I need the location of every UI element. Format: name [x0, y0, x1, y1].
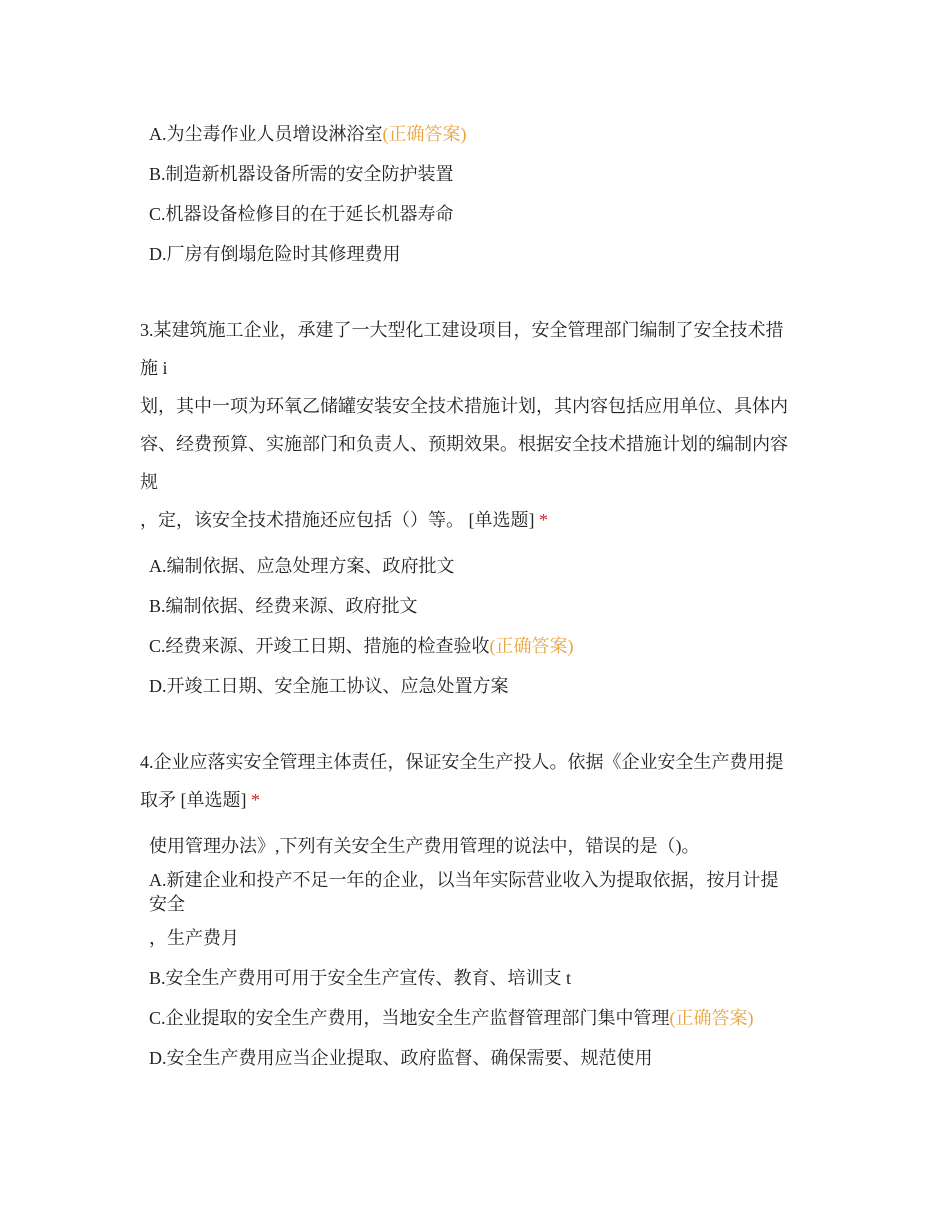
q4-option-c-text: C.企业提取的安全生产费用，当地安全生产监督管理部门集中管理 [149, 1008, 670, 1028]
required-star: * [251, 790, 260, 810]
q3-stem-line-3: 划，其中一项为环氧乙储罐安装安全技术措施计划，其内容包括应用单位、具体内 [140, 396, 788, 416]
q3-option-b[interactable] [149, 594, 418, 618]
q2-option-d-text: D.厂房有倒塌危险时其修理费用 [149, 244, 401, 264]
q3-option-a[interactable] [149, 554, 455, 578]
required-star: * [539, 510, 548, 530]
q3-stem-line-2: 施 i [140, 358, 168, 378]
q4-option-a[interactable] [149, 868, 779, 892]
q2-option-c[interactable] [149, 202, 454, 226]
q4-stem-line-1: 4.企业应落实安全管理主体责任，保证安全生产投人。依据《企业安全生产费用提 [140, 752, 784, 772]
q4-option-a-text-line-1: A.新建企业和投产不足一年的企业，以当年实际营业收入为提取依据，按月计提 [149, 870, 779, 890]
q3-option-b-text: B.编制依据、经费来源、政府批文 [149, 596, 418, 616]
q2-option-a[interactable] [149, 122, 467, 146]
q4-option-d-text: D.安全生产费用应当企业提取、政府监督、确保需要、规范使用 [149, 1048, 653, 1068]
q4-option-b-text: B.安全生产费用可用于安全生产宣传、教育、培训支 t [149, 968, 572, 988]
q3-option-d[interactable] [149, 674, 509, 698]
q3-stem-line-1: 3.某建筑施工企业，承建了一大型化工建设项目，安全管理部门编制了安全技术措 [140, 320, 784, 340]
q3-stem-line-6-text: ，定，该安全技术措施还应包括（）等。 [单选题] [140, 510, 535, 530]
q4-option-c[interactable] [149, 1006, 754, 1030]
q4-option-b[interactable] [149, 966, 571, 990]
q2-option-c-text: C.机器设备检修目的在于延长机器寿命 [149, 204, 454, 224]
correct-answer-tag: (正确答案) [489, 636, 574, 656]
q4-stem-line-2-text: 取矛 [单选题] [140, 790, 247, 810]
correct-answer-tag: (正确答案) [669, 1008, 754, 1028]
q4-stem-continued: 使用管理办法》,下列有关安全生产费用管理的说法中，错误的是（)。 [149, 836, 700, 856]
q3-stem-line-4: 容、经费预算、实施部门和负责人、预期效果。根据安全技术措施计划的编制内容 [140, 434, 788, 454]
q4-option-a-wrap-2: ，生产费月 [149, 928, 239, 948]
q3-stem-line-6 [140, 508, 548, 532]
q4-option-a-wrap: 安全 [149, 894, 185, 914]
q4-option-d[interactable] [149, 1046, 653, 1070]
q2-option-a-text: A.为尘毒作业人员增设淋浴室 [149, 124, 383, 144]
q2-option-d[interactable] [149, 242, 401, 266]
q3-option-c[interactable] [149, 634, 574, 658]
q3-option-d-text: D.开竣工日期、安全施工协议、应急处置方案 [149, 676, 509, 696]
q4-stem-line-2 [140, 788, 260, 812]
q2-option-b[interactable] [149, 162, 454, 186]
q3-stem-line-5: 规 [140, 472, 158, 492]
q3-option-c-text: C.经费来源、开竣工日期、措施的检查验收 [149, 636, 490, 656]
q3-option-a-text: A.编制依据、应急处理方案、政府批文 [149, 556, 455, 576]
q2-option-b-text: B.制造新机器设备所需的安全防护装置 [149, 164, 454, 184]
correct-answer-tag: (正确答案) [382, 124, 467, 144]
